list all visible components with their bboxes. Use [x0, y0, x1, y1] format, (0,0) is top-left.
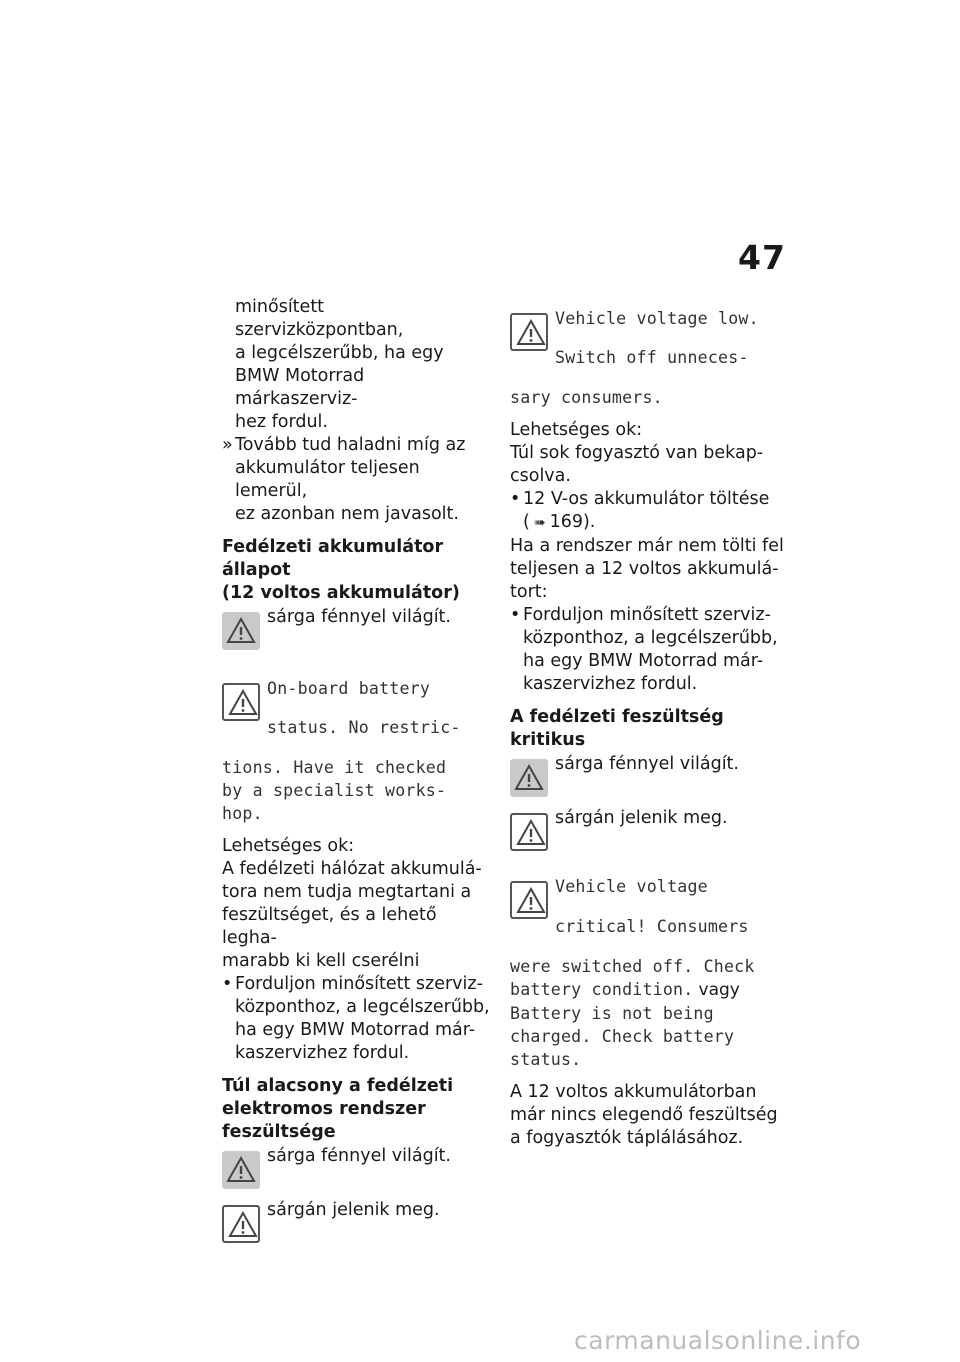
display-message	[510, 307, 785, 409]
text-line: a fogyasztók táplálásához.	[510, 1127, 744, 1148]
message-line: charged. Check battery	[510, 1026, 735, 1046]
message-line: were switched off. Check	[510, 956, 755, 976]
text-line: tora nem tudja megtartani a	[222, 881, 472, 902]
message-text: battery condition.	[510, 979, 694, 999]
message-line: hop.	[222, 803, 263, 823]
warning-lamp-icon	[222, 612, 260, 650]
or-connector: vagy	[698, 979, 740, 1000]
cause-label: Lehetséges ok:	[510, 419, 643, 440]
right-column	[510, 290, 785, 1150]
text-line: Forduljon minősített szerviz-	[523, 604, 771, 625]
lamp-text: sárga fénnyel világít.	[267, 607, 451, 627]
message-line: status.	[510, 1049, 582, 1069]
warning-lamp-icon	[510, 759, 548, 797]
text-line: csolva.	[510, 465, 571, 486]
arrow-right-icon: ➠	[533, 514, 546, 531]
message-line: Vehicle voltage	[555, 877, 708, 897]
warning-display-icon	[510, 813, 548, 851]
bullet: •	[222, 973, 233, 994]
warning-display-icon	[222, 683, 260, 721]
text-line: akkumulátor teljesen lemerül,	[235, 458, 420, 501]
text-line: Forduljon minősített szerviz-	[235, 973, 483, 994]
message-line: Battery is not being	[510, 1003, 714, 1023]
message-line: tions. Have it checked	[222, 757, 447, 777]
display-text: sárgán jelenik meg.	[555, 807, 728, 828]
lamp-row	[222, 606, 492, 650]
text-line: 12 V-os akkumulátor töltése	[523, 488, 770, 509]
message-line: by a specialist works-	[222, 780, 447, 800]
text-line: kaszervizhez fordul.	[523, 673, 698, 694]
warning-lamp-icon	[222, 1151, 260, 1189]
display-message	[222, 677, 492, 825]
text-line: BMW Motorrad márkaszerviz-	[235, 366, 365, 409]
display-text: sárgán jelenik meg.	[267, 1199, 440, 1220]
text-line: marabb ki kell cserélni	[222, 950, 420, 971]
text-line: központhoz, a legcélszerűbb,	[235, 996, 490, 1017]
charge-item	[510, 488, 785, 535]
text-line: ez azonban nem javasolt.	[235, 504, 459, 524]
action-item	[510, 604, 785, 696]
bullet: •	[510, 488, 521, 509]
section-heading: A fedélzeti feszültség kritikus	[510, 706, 724, 750]
warning-display-icon	[222, 1205, 260, 1243]
section-heading: elektromos rendszer	[222, 1098, 426, 1119]
cause-label: Lehetséges ok:	[222, 835, 355, 856]
text-line: ha egy BMW Motorrad már-	[523, 650, 764, 671]
text-line: A fedélzeti hálózat akkumulá-	[222, 858, 482, 879]
text-line: már nincs elegendő feszültség	[510, 1104, 778, 1125]
display-row	[222, 1199, 492, 1243]
message-line: critical! Consumers	[555, 916, 749, 936]
text-line: Tovább tud haladni míg az	[235, 435, 466, 455]
text-line: A 12 voltos akkumulátorban	[510, 1081, 757, 1102]
section-heading: Fedélzeti akkumulátor állapot	[222, 537, 444, 580]
action-item	[222, 973, 492, 1065]
lamp-text: sárga fénnyel világít.	[267, 1145, 451, 1166]
result-marker: »	[222, 435, 233, 455]
message-line: sary consumers.	[510, 387, 663, 407]
message-line-with-or	[510, 978, 785, 1002]
bullet: •	[510, 604, 521, 625]
lamp-row	[222, 1145, 492, 1189]
result-item	[222, 434, 492, 526]
watermark: carmanualsonline.info	[574, 1326, 862, 1355]
section-heading: feszültsége	[222, 1121, 336, 1142]
message-line: status. No restric-	[267, 718, 461, 738]
text-line: minősített szervizközpontban,	[235, 297, 404, 340]
page-reference	[523, 511, 785, 535]
message-line: On-board battery	[267, 678, 431, 698]
lamp-text: sárga fénnyel világít.	[555, 753, 739, 774]
ref-page: 169).	[549, 511, 596, 532]
section-heading: Túl alacsony a fedélzeti	[222, 1075, 454, 1096]
message-line: Vehicle voltage low.	[555, 308, 759, 328]
warning-display-icon	[510, 313, 548, 351]
lamp-row	[510, 753, 785, 797]
text-line: Ha a rendszer már nem tölti fel	[510, 535, 784, 556]
display-row	[510, 807, 785, 851]
ref-open: (	[523, 511, 530, 532]
text-line: a legcélszerűbb, ha egy	[235, 343, 444, 363]
page-number: 47	[738, 238, 786, 277]
text-line: ha egy BMW Motorrad már-	[235, 1019, 476, 1040]
continued-text	[222, 296, 492, 434]
display-message	[510, 875, 785, 1070]
left-column	[222, 296, 492, 1243]
message-line: Switch off unneces-	[555, 348, 749, 368]
warning-display-icon	[510, 881, 548, 919]
text-line: kaszervizhez fordul.	[235, 1042, 410, 1063]
text-line: tort:	[510, 581, 548, 602]
text-line: feszültséget, és a lehető legha-	[222, 904, 437, 948]
text-line: teljesen a 12 voltos akkumulá-	[510, 558, 779, 579]
text-line: Túl sok fogyasztó van bekap-	[510, 442, 764, 463]
section-heading: (12 voltos akkumulátor)	[222, 583, 460, 603]
text-line: hez fordul.	[235, 412, 328, 432]
text-line: központhoz, a legcélszerűbb,	[523, 627, 778, 648]
